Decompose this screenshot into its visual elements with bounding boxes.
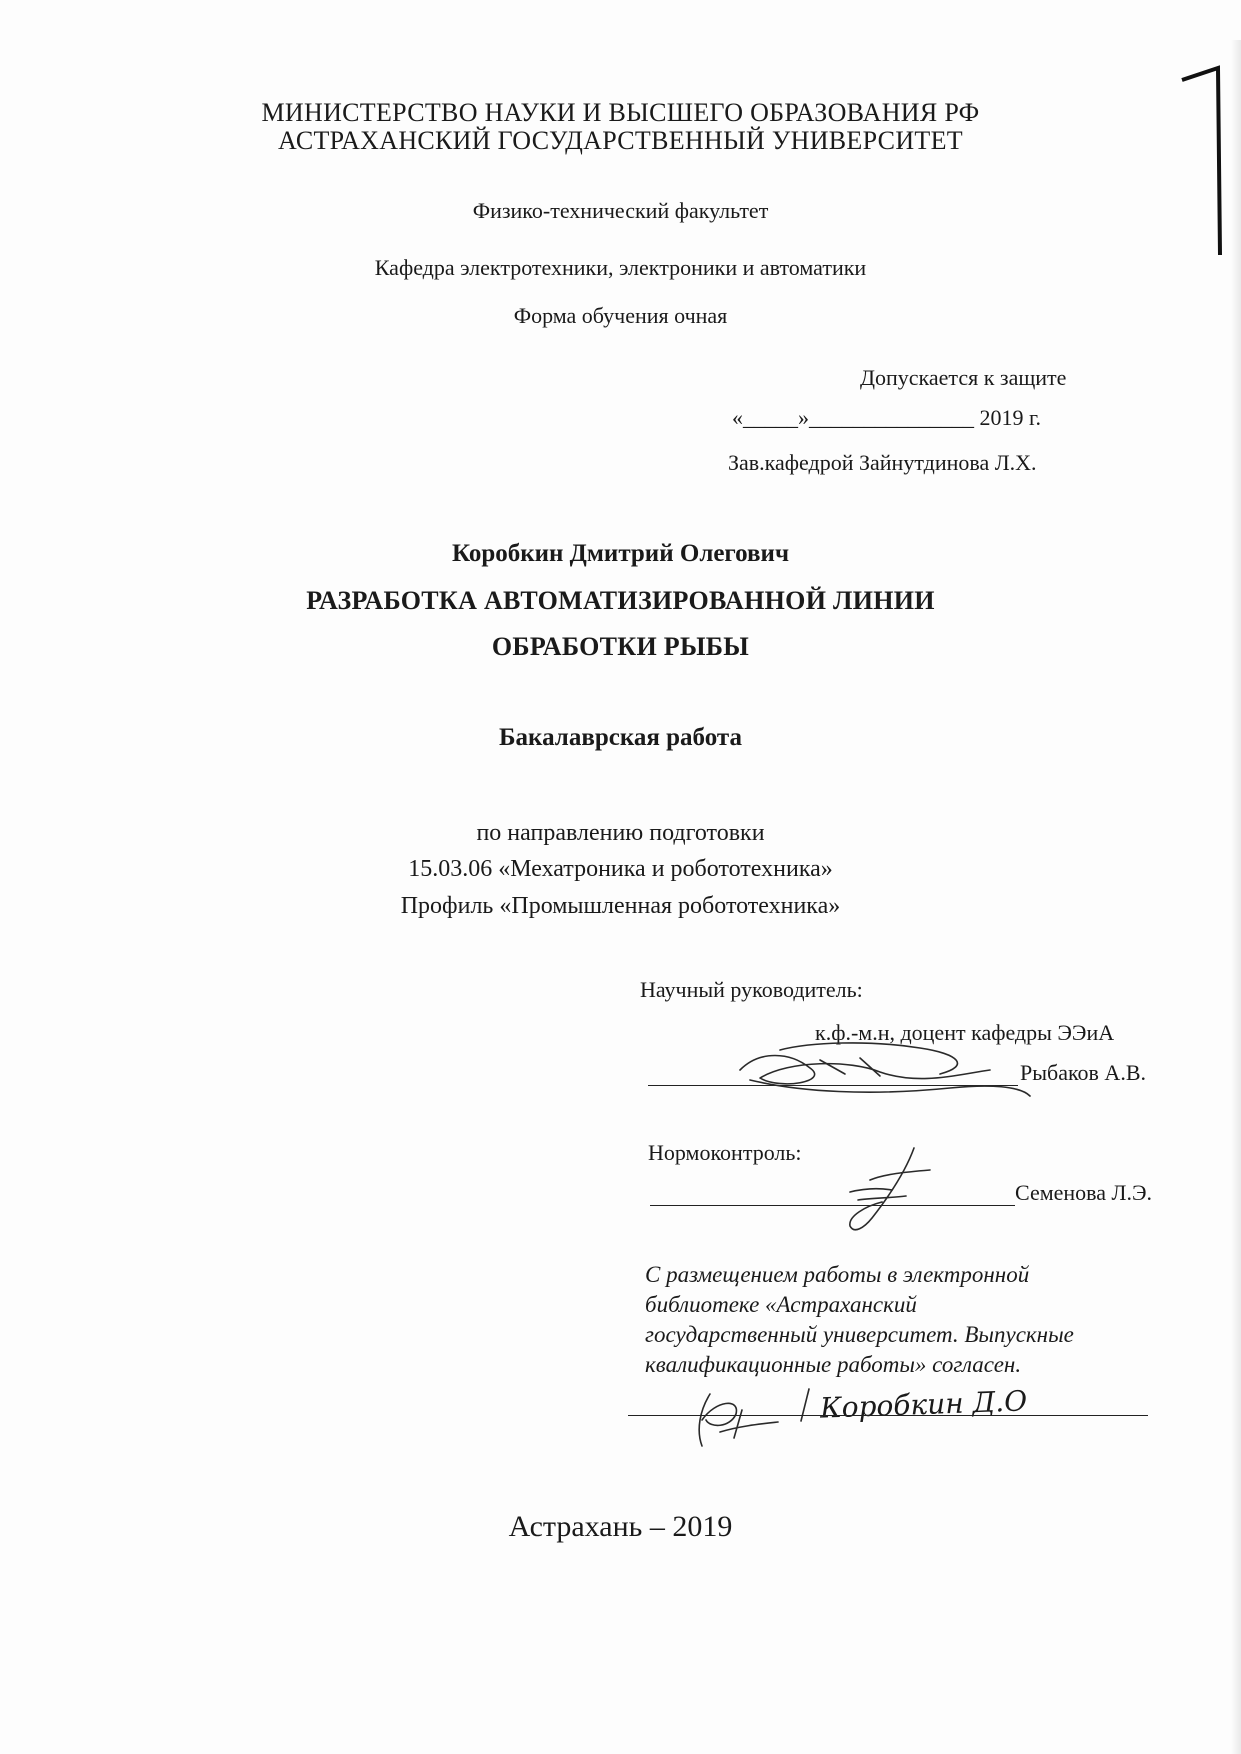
supervisor-name: Рыбаков А.В.	[1020, 1060, 1146, 1085]
author-signature	[680, 1380, 790, 1460]
consent-line-4: квалификационные работы» согласен.	[645, 1352, 1022, 1377]
city-year: Астрахань – 2019	[508, 1510, 733, 1543]
norm-control-signature-line	[650, 1205, 1015, 1206]
consent-line-1: С размещением работы в электронной	[645, 1262, 1030, 1287]
supervisor-signature-line	[648, 1085, 1018, 1086]
ministry-heading: МИНИСТЕРСТВО НАУКИ И ВЫСШЕГО ОБРАЗОВАНИЯ РФ	[261, 98, 980, 127]
department-head: Зав.кафедрой Зайнутдинова Л.Х.	[728, 450, 1037, 475]
department-name: Кафедра электротехники, электроники и автоматики	[374, 255, 867, 280]
thesis-title-line-2: ОБРАБОТКИ РЫБЫ	[491, 632, 750, 661]
handwritten-slash	[795, 1385, 815, 1425]
consent-line-3: государственный университет. Выпускные	[645, 1322, 1074, 1347]
thesis-title-line-1: РАЗРАБОТКА АВТОМАТИЗИРОВАННОЙ ЛИНИИ	[306, 586, 935, 615]
program-profile: Профиль «Промышленная робототехника»	[400, 893, 841, 919]
study-form: Форма обучения очная	[513, 303, 728, 328]
library-consent-statement	[645, 1260, 1125, 1380]
author-name: Коробкин Дмитрий Олегович	[451, 540, 790, 567]
faculty-name: Физико-технический факультет	[472, 198, 769, 223]
admission-label: Допускается к защите	[860, 365, 1067, 390]
supervisor-position: к.ф.-м.н, доцент кафедры ЭЭиА	[815, 1020, 1115, 1045]
direction-label: по направлению подготовки	[476, 820, 765, 846]
supervisor-label: Научный руководитель:	[640, 977, 863, 1002]
work-type: Бакалаврская работа	[499, 724, 742, 751]
author-signature-line	[628, 1415, 1148, 1416]
norm-control-name: Семенова Л.Э.	[1015, 1180, 1152, 1205]
direction-code: 15.03.06 «Мехатроника и робототехника»	[408, 856, 833, 882]
approval-date-line: «_____»_______________ 2019 г.	[732, 405, 1042, 430]
consent-line-2: библиотеке «Астраханский	[645, 1292, 917, 1317]
university-heading: АСТРАХАНСКИЙ ГОСУДАРСТВЕННЫЙ УНИВЕРСИТЕТ	[278, 126, 963, 155]
corner-bracket-mark	[1180, 60, 1230, 260]
author-handwritten-name: Коробкин Д.О	[819, 1384, 1028, 1425]
norm-control-label: Нормоконтроль:	[648, 1140, 802, 1165]
norm-control-signature	[810, 1140, 950, 1240]
